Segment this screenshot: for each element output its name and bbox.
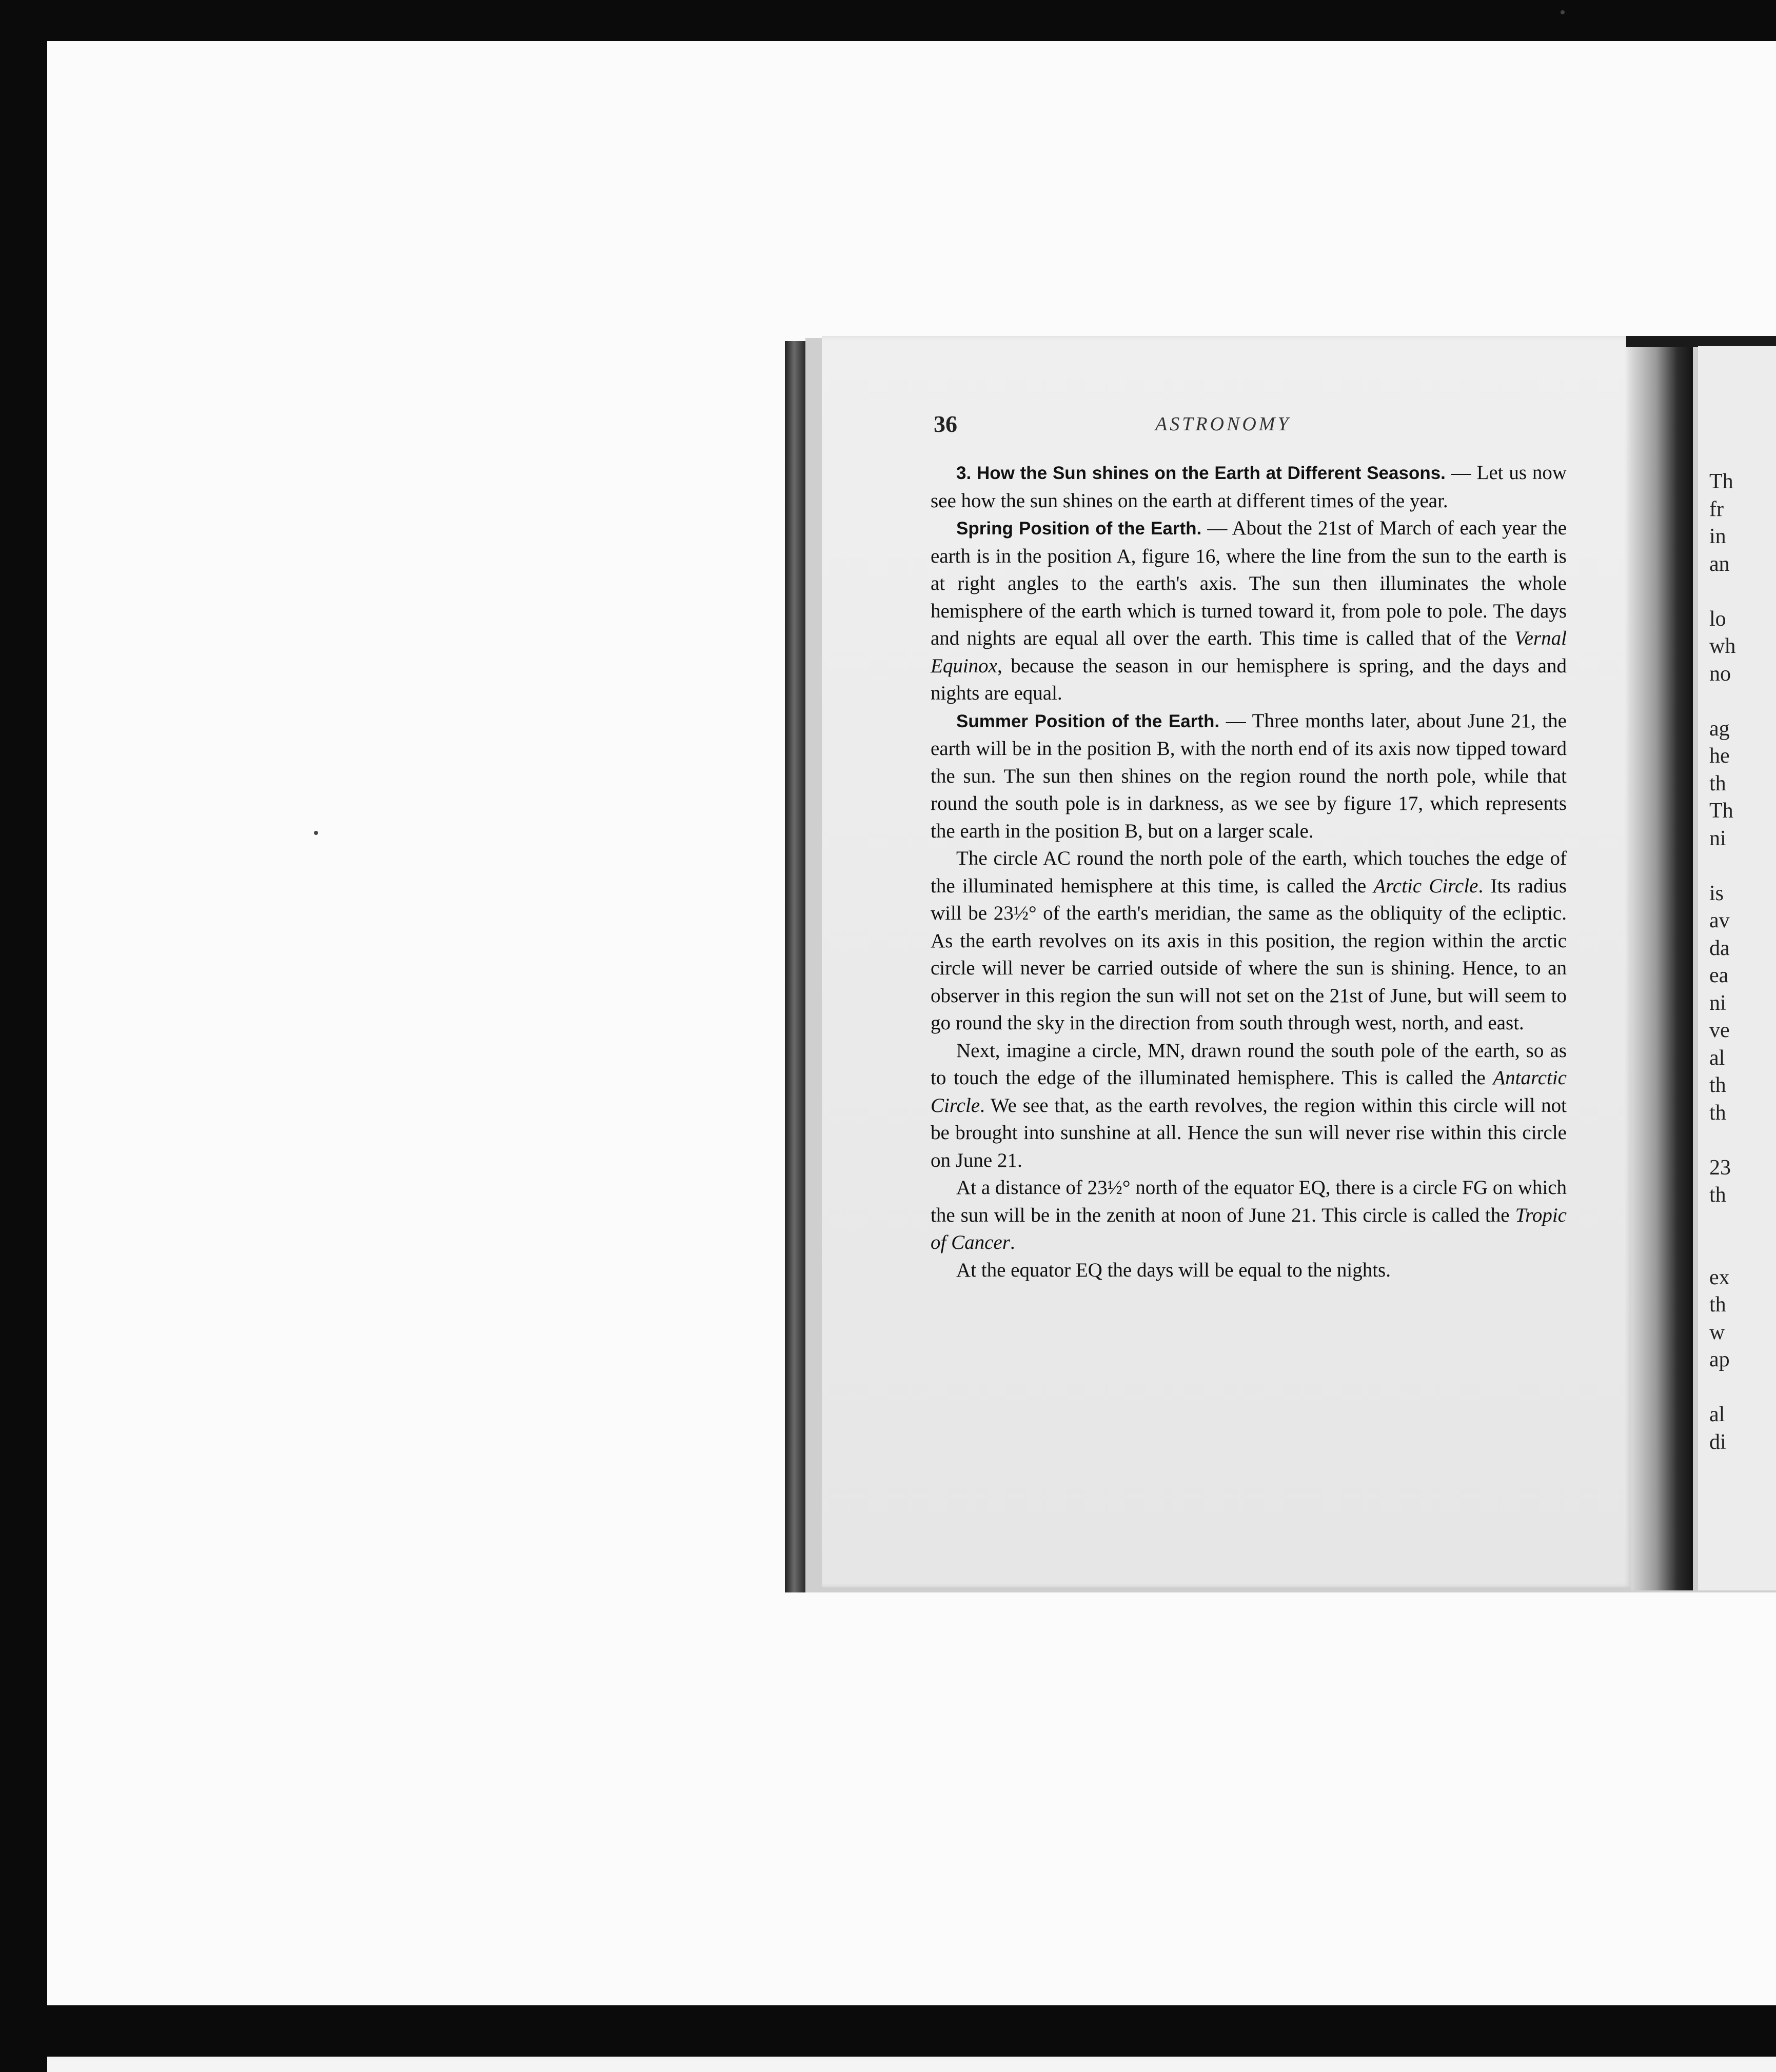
facing-page-fragment: ni [1709,991,1726,1015]
facing-page-fragment: Th [1709,470,1733,493]
spring-text-end: , because the season in our hemisphere is spring, and the days and nights are equal. [931,654,1567,704]
facing-page-fragment: ea [1709,964,1729,987]
section-paragraph [931,459,1567,514]
summer-text: — Three months later, about June 21, the earth will be in the position B, with the north end of its axis now tipped toward the sun. The sun then shines on the region round the north pole, while that round the south pole is in darkness, as we see by figure 17, which represents the earth in the position B, but on a larger scale. [931,709,1567,842]
facing-page-fragment: th [1709,1293,1726,1317]
facing-page-fragment: an [1709,552,1730,576]
facing-page-fragment: da [1709,936,1730,960]
page-body [931,459,1567,1284]
facing-page-fragment: al [1709,1403,1725,1426]
speck [314,831,318,835]
book-cover-edge [785,341,805,1592]
antarctic-text-end: . We see that, as the earth revolves, the region within this circle will not be brought into sunshine at all. Hence the sun will never rise within this circle on June 21. [931,1094,1567,1171]
summer-heading: Summer Position of the Earth. [956,711,1220,731]
left-page [822,336,1631,1587]
page-number: 36 [934,411,957,437]
antarctic-circle-term: Antarctic Circle [931,1067,1567,1117]
antarctic-text: Next, imagine a circle, MN, drawn round the south pole of the earth, so as to touch the edge of the illuminated hemisphere. This is called the [931,1039,1567,1089]
facing-page-fragment: wh [1709,634,1736,658]
antarctic-paragraph [931,1037,1567,1174]
facing-page-fragment: ap [1709,1348,1730,1371]
facing-page-fragment: ni [1709,826,1726,850]
spring-text: — About the 21st of March of each year the earth is in the position A, figure 16, where the line from the sun to the earth is at right angles to the earth's axis. The sun then illuminates the whole hemisphere of the earth which is turned toward it, from pole to pole. The days and nights are equal all over the earth. This time is called that of the [931,517,1567,649]
facing-page-fragment: w [1709,1320,1725,1344]
open-book [785,336,1776,1592]
facing-page-fragment: ex [1709,1265,1730,1289]
arctic-circle-term: Arctic Circle [1373,874,1478,897]
tropic-of-cancer-term: Tropic of Cancer [931,1204,1567,1253]
spring-paragraph [931,514,1567,707]
facing-page-fragment: ag [1709,716,1730,741]
facing-page-fragment: di [1709,1430,1726,1454]
summer-paragraph [931,707,1567,845]
facing-page-fragment: lo [1709,607,1726,631]
facing-page-fragment: th [1709,771,1726,795]
facing-page-fragment: no [1709,662,1731,686]
facing-page-edge [1698,346,1776,1590]
bottom-strip [47,2057,1776,2072]
tropic-text: At a distance of 23½° north of the equator EQ, there is a circle FG on which the sun will be in the zenith at noon of June 21. This circle is called the [931,1177,1567,1226]
arctic-text: The circle AC round the north pole of the earth, which touches the edge of the illuminated hemisphere at this time, is called the [931,847,1567,897]
facing-page-fragment: Th [1709,799,1733,823]
facing-page-fragment: ve [1709,1019,1730,1042]
section-heading: 3. How the Sun shines on the Earth at Different Seasons. [956,463,1446,483]
facing-page-fragment: th [1709,1183,1726,1207]
facing-page-fragment: th [1709,1073,1726,1097]
facing-page-fragment: al [1709,1046,1725,1070]
facing-page-fragment: av [1709,909,1730,932]
facing-page-fragment: th [1709,1101,1726,1125]
cover-top-band [1626,336,1776,347]
facing-page-fragment: in [1709,525,1726,548]
facing-page-fragment: 23 [1709,1155,1731,1180]
arctic-text-end: . Its radius will be 23½° of the earth's meridian, the same as the obliquity of the ecliptic. As the earth revolves on its axis in this position, the region within the arctic circle will never be carried outside of where the sun is shining. Hence, to an observer in this region the sun will not set on the 21st of June, but will seem to go round the sky in the direction from south through west, north, and east. [931,874,1567,1034]
facing-page-fragment: is [1709,881,1724,905]
book-gutter [1631,336,1693,1590]
spring-heading: Spring Position of the Earth. [956,519,1202,539]
tropic-text-end: . [1010,1231,1015,1253]
facing-page-fragment: he [1709,744,1730,768]
facing-page-fragment: fr [1709,497,1724,521]
speck [1561,10,1565,14]
running-head: ASTRONOMY [1155,413,1291,435]
section-intro: — Let us now see how the sun shines on the earth at different times of the year. [931,462,1567,512]
arctic-paragraph [931,845,1567,1037]
vernal-equinox-term: Vernal Equinox [931,627,1567,677]
equator-paragraph: At the equator EQ the days will be equal to the nights. [956,1259,1391,1281]
tropic-paragraph [931,1174,1567,1257]
